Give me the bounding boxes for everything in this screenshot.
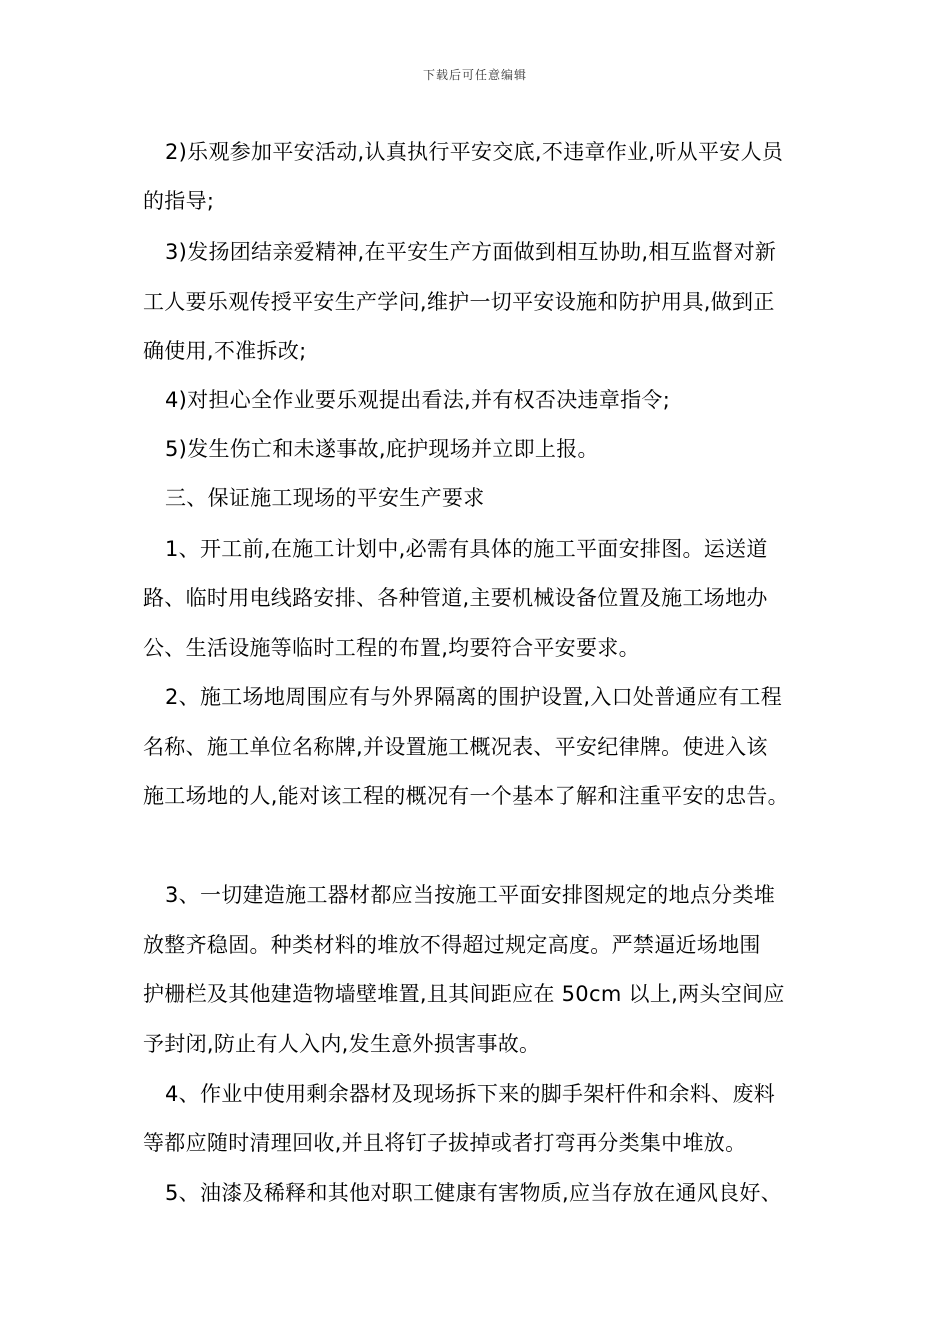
text-line: 2、施工场地周围应有与外界隔离的围护设置,入口处普通应有工程	[165, 685, 783, 709]
text-line: 1、开工前,在施工计划中,必需有具体的施工平面安排图。运送道	[165, 537, 768, 561]
text-line: 护栅栏及其他建造物墙壁堆置,且其间距应在 50cm 以上,两头空间应	[143, 982, 785, 1006]
text-line: 公、生活设施等临时工程的布置,均要符合平安要求。	[143, 636, 640, 660]
section-heading: 三、保证施工现场的平安生产要求	[165, 486, 485, 510]
text-line: 名称、施工单位名称牌,并设置施工概况表、平安纪律牌。使进入该	[143, 735, 768, 759]
text-line: 施工场地的人,能对该工程的概况有一个基本了解和注重平安的忠告。	[143, 784, 789, 808]
text-line: 5)发生伤亡和未遂事故,庇护现场并立即上报。	[165, 437, 599, 461]
text-line: 路、临时用电线路安排、各种管道,主要机械设备位置及施工场地办	[143, 586, 768, 610]
text-line: 的指导;	[143, 189, 215, 213]
text-line: 5、油漆及稀释和其他对职工健康有害物质,应当存放在通风良好、	[165, 1181, 783, 1205]
text-line: 4、作业中使用剩余器材及现场拆下来的脚手架杆件和余料、废料	[165, 1082, 776, 1106]
text-line: 等都应随时清理回收,并且将钉子拔掉或者打弯再分类集中堆放。	[143, 1131, 747, 1155]
text-line: 放整齐稳固。种类材料的堆放不得超过规定高度。严禁逼近场地围	[143, 933, 761, 957]
text-line: 3)发扬团结亲爱精神,在平安生产方面做到相互协助,相互监督对新	[165, 240, 777, 264]
text-line: 工人要乐观传授平安生产学问,维护一切平安设施和防护用具,做到正	[143, 290, 775, 314]
text-line: 3、一切建造施工器材都应当按施工平面安排图规定的地点分类堆	[165, 883, 776, 907]
text-line: 2)乐观参加平安活动,认真执行平安交底,不违章作业,听从平安人员	[165, 140, 784, 164]
text-line: 确使用,不准拆改;	[143, 339, 307, 363]
page-header: 下载后可任意编辑	[422, 68, 527, 82]
text-line: 予封闭,防止有人入内,发生意外损害事故。	[143, 1032, 541, 1056]
text-line: 4)对担心全作业要乐观提出看法,并有权否决违章指令;	[165, 388, 671, 412]
